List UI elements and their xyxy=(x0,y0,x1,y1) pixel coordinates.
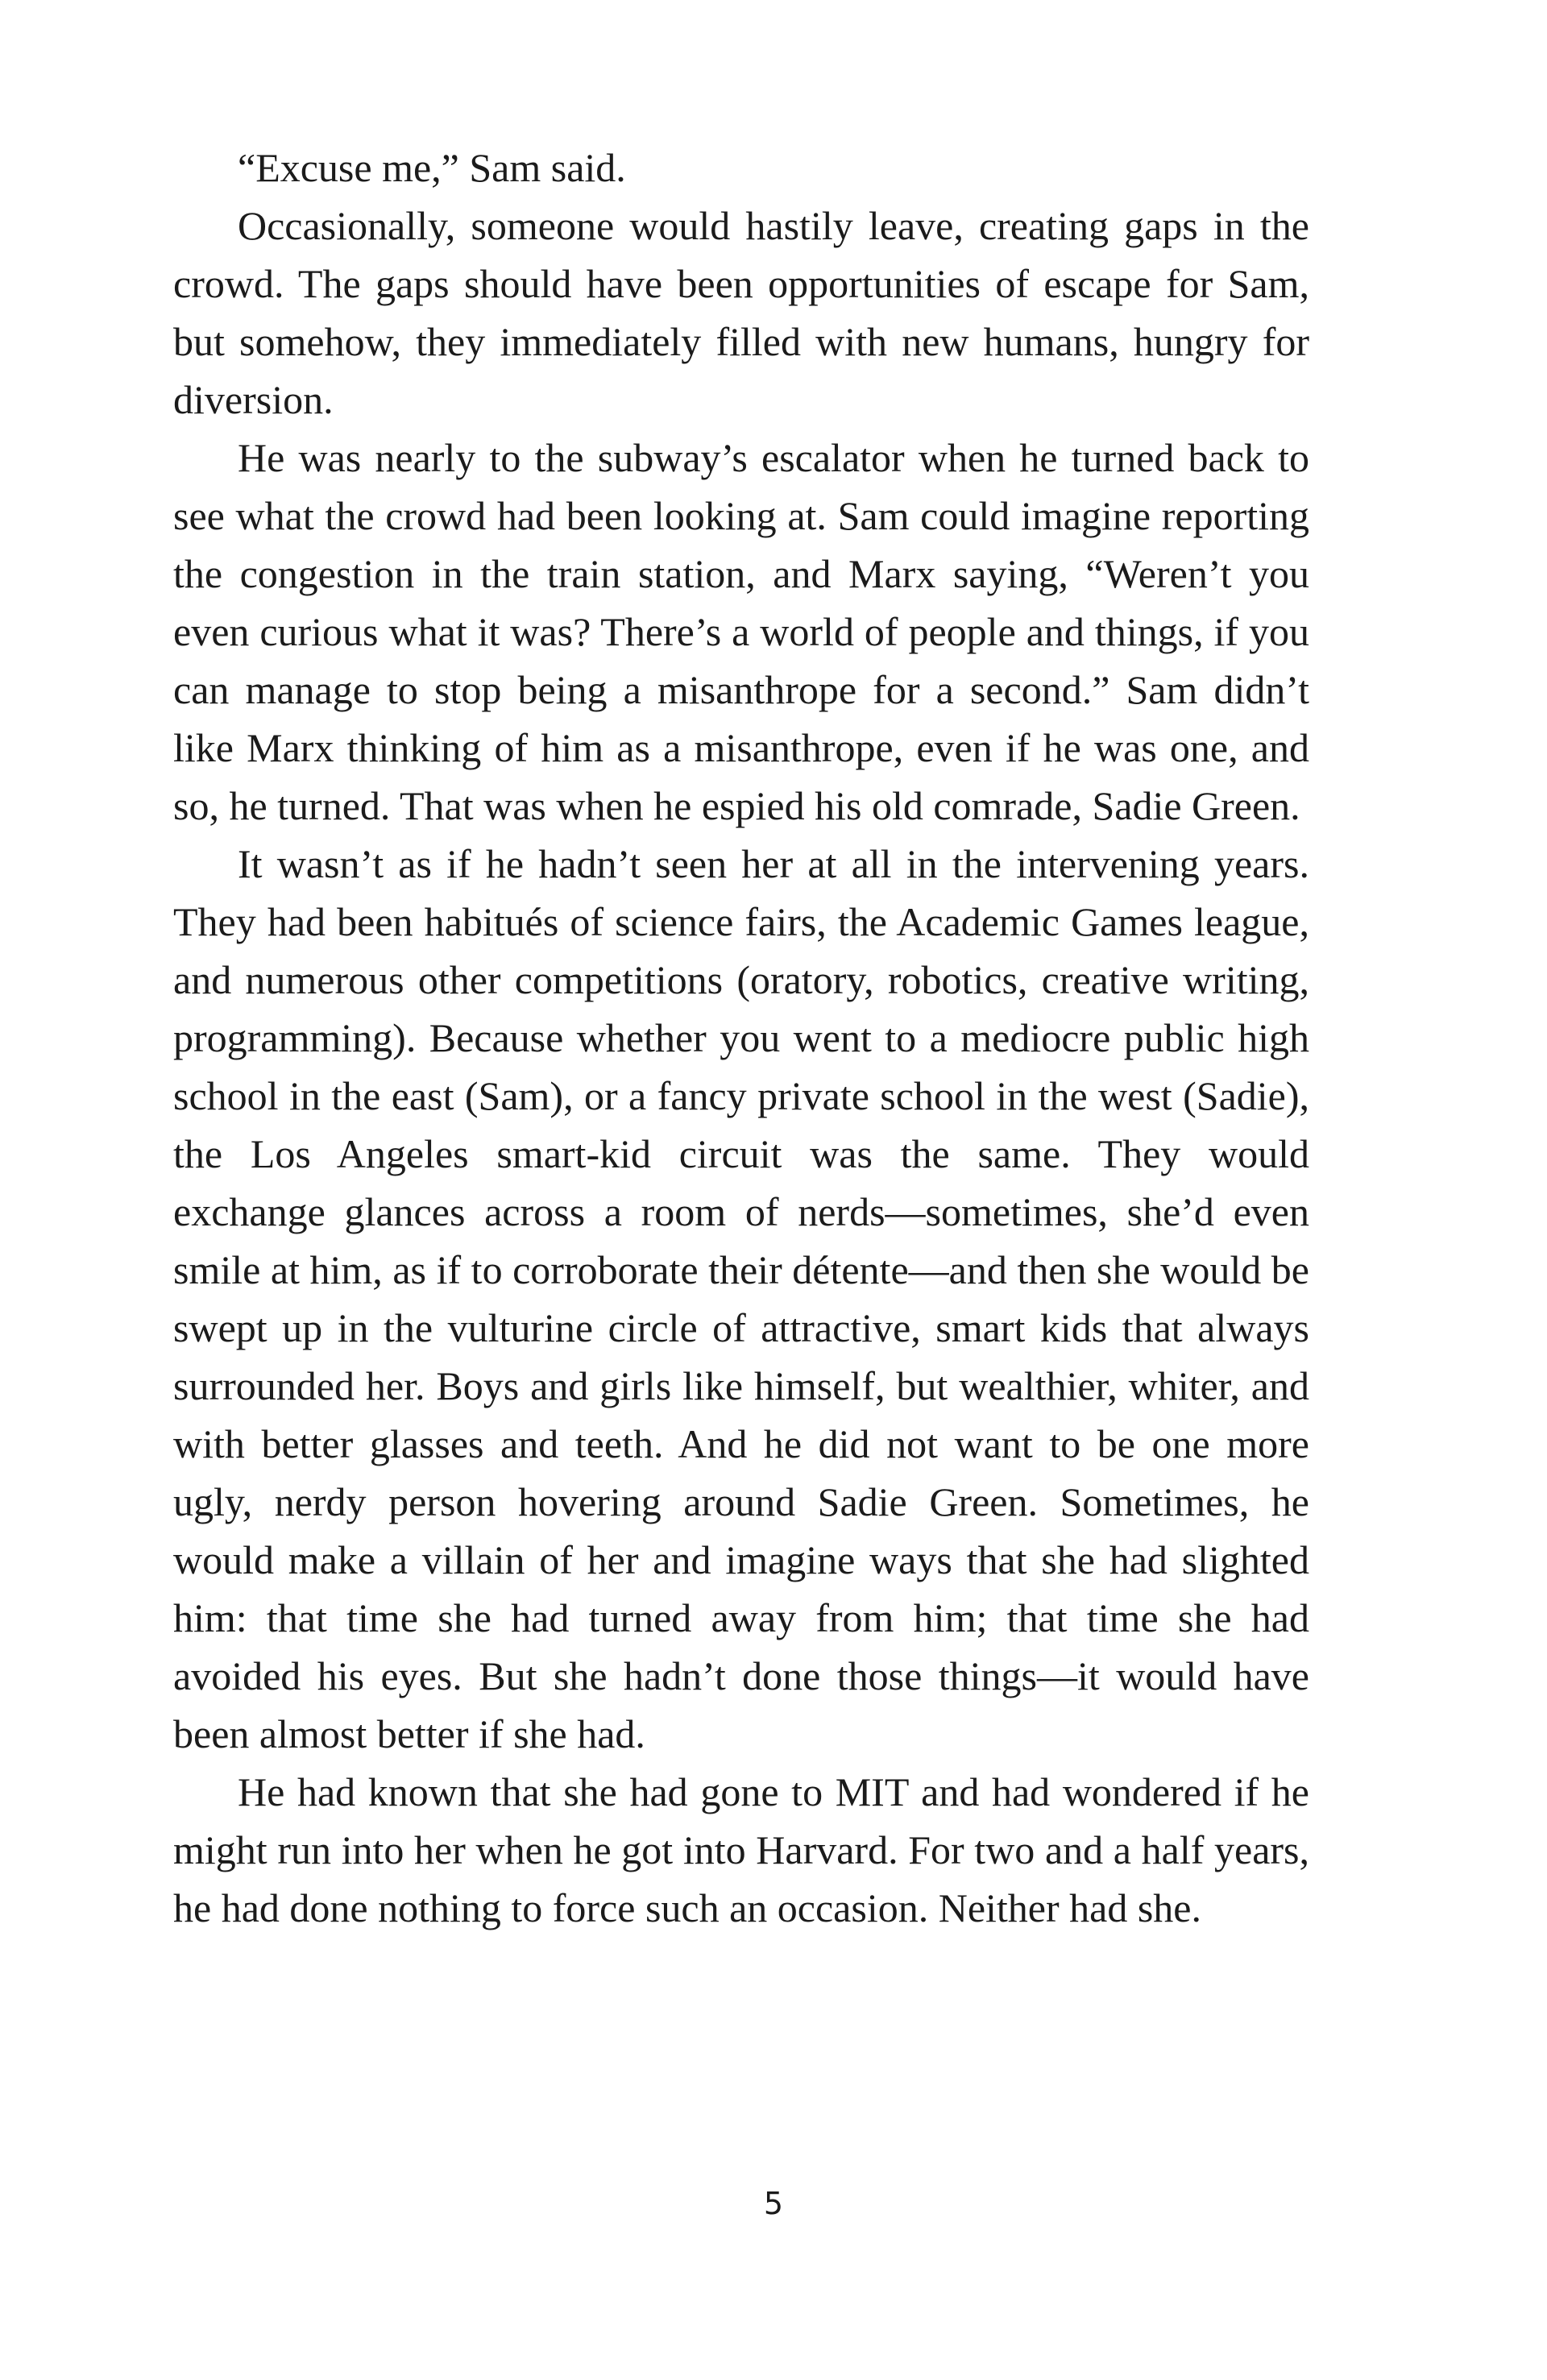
paragraph-2: Occasionally, someone would hastily leave, creating gaps in the crowd. The gaps should have been opportunities of escape for Sam, but somehow, they immediately filled with new humans, hungry for diversion. xyxy=(173,203,1309,422)
paragraph-5: He had known that she had gone to MIT and had wondered if he might run into her when he got into Harvard. For two and a half years, he had done nothing to force such an occasion. Neither had she. xyxy=(173,1769,1309,1930)
paragraph-4: It wasn’t as if he hadn’t seen her at all in the intervening years. They had been habitués of science fairs, the Academic Games league, and numerous other competitions (oratory, robotics, creative writing, programming). Because whether you went to a mediocre public high school in the east (Sam), or a fancy private school in the west (Sadie), the Los Angeles smart-kid circuit was the same. They would exchange glances across a room of nerds—sometimes, she’d even smile at him, as if to corroborate their détente—and then she would be swept up in the vulturine circle of attractive, smart kids that always surrounded her. Boys and girls like himself, but wealthier, whiter, and with better glasses and teeth. And he did not want to be one more ugly, nerdy person hovering around Sadie Green. Sometimes, he would make a villain of her and imagine ways that she had slighted him: that time she had turned away from him; that time she had avoided his eyes. But she hadn’t done those things—it would have been almost better if she had. xyxy=(173,841,1309,1756)
paragraph-3: He was nearly to the subway’s escalator when he turned back to see what the crowd had been looking at. Sam could imagine reporting the congestion in the train station, and Marx saying, “Weren’t you even curious what it was? There’s a world of people and things, if you can manage to stop being a misanthrope for a second.” Sam didn’t like Marx thinking of him as a misanthrope, even if he was one, and so, he turned. That was when he espied his old comrade, Sadie Green. xyxy=(173,435,1309,828)
page-number: 5 xyxy=(763,2186,784,2221)
body-text xyxy=(173,139,1309,1937)
paragraph-1: “Excuse me,” Sam said. xyxy=(238,145,626,190)
